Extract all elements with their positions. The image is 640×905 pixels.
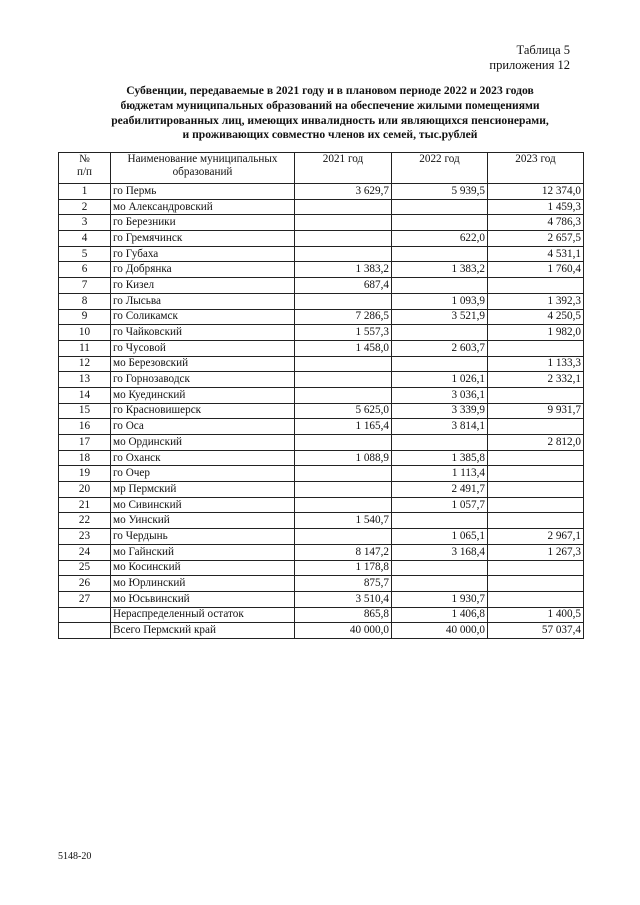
table-row xyxy=(59,215,584,231)
municipality-name: го Красновишерск xyxy=(111,403,295,419)
municipality-name: го Кизел xyxy=(111,278,295,294)
table-row xyxy=(59,560,584,576)
value-2021: 1 165,4 xyxy=(295,419,392,435)
row-number: 13 xyxy=(59,372,111,388)
value-2022: 1 930,7 xyxy=(392,591,488,607)
table-row xyxy=(59,544,584,560)
value-2022 xyxy=(392,560,488,576)
row-number: 2 xyxy=(59,199,111,215)
value-2023 xyxy=(488,497,584,513)
value-2022: 1 093,9 xyxy=(392,293,488,309)
row-number: 22 xyxy=(59,513,111,529)
municipality-name: го Оханск xyxy=(111,450,295,466)
value-2021: 3 510,4 xyxy=(295,591,392,607)
table-row xyxy=(59,513,584,529)
municipality-name: го Чердынь xyxy=(111,529,295,545)
table-header-row xyxy=(59,153,584,184)
title-line-1: Субвенции, передаваемые в 2021 году и в плановом периоде 2022 и 2023 годов xyxy=(126,84,534,97)
header-name: Наименование муниципальных образований xyxy=(111,153,295,184)
row-number: 12 xyxy=(59,356,111,372)
row-number: 3 xyxy=(59,215,111,231)
municipality-name: го Березники xyxy=(111,215,295,231)
municipality-name: мо Куединский xyxy=(111,387,295,403)
value-2023: 12 374,0 xyxy=(488,184,584,200)
value-2022: 1 057,7 xyxy=(392,497,488,513)
value-2023: 2 657,5 xyxy=(488,231,584,247)
row-number: 21 xyxy=(59,497,111,513)
value-2021: 1 383,2 xyxy=(295,262,392,278)
value-2023: 1 459,3 xyxy=(488,199,584,215)
row-number xyxy=(59,607,111,623)
value-2023: 2 812,0 xyxy=(488,435,584,451)
value-2023: 1 982,0 xyxy=(488,325,584,341)
row-number xyxy=(59,623,111,639)
value-2021 xyxy=(295,293,392,309)
document-code: 5148-20 xyxy=(58,851,92,862)
row-number: 5 xyxy=(59,246,111,262)
value-2021: 1 458,0 xyxy=(295,340,392,356)
row-number: 27 xyxy=(59,591,111,607)
value-2021: 5 625,0 xyxy=(295,403,392,419)
value-2021 xyxy=(295,482,392,498)
table-row xyxy=(59,231,584,247)
table-row xyxy=(59,356,584,372)
value-2022: 1 383,2 xyxy=(392,262,488,278)
row-number: 7 xyxy=(59,278,111,294)
table-row xyxy=(59,309,584,325)
municipality-name: го Оса xyxy=(111,419,295,435)
value-2023: 1 760,4 xyxy=(488,262,584,278)
table-body xyxy=(59,184,584,639)
value-2022: 3 521,9 xyxy=(392,309,488,325)
row-number: 24 xyxy=(59,544,111,560)
row-number: 16 xyxy=(59,419,111,435)
municipality-name: го Соликамск xyxy=(111,309,295,325)
value-2021: 1 557,3 xyxy=(295,325,392,341)
value-2023: 9 931,7 xyxy=(488,403,584,419)
value-2022: 1 385,8 xyxy=(392,450,488,466)
value-2023: 1 133,3 xyxy=(488,356,584,372)
municipality-name: Нераспределенный остаток xyxy=(111,607,295,623)
municipality-name: го Лысьва xyxy=(111,293,295,309)
value-2021: 687,4 xyxy=(295,278,392,294)
value-2023 xyxy=(488,387,584,403)
value-2022: 3 339,9 xyxy=(392,403,488,419)
table-row xyxy=(59,435,584,451)
table-row xyxy=(59,591,584,607)
value-2021 xyxy=(295,466,392,482)
value-2021 xyxy=(295,372,392,388)
municipality-name: мо Косинский xyxy=(111,560,295,576)
value-2022: 3 168,4 xyxy=(392,544,488,560)
value-2023 xyxy=(488,482,584,498)
value-2021 xyxy=(295,356,392,372)
value-2023: 2 967,1 xyxy=(488,529,584,545)
municipality-name: мо Гайнский xyxy=(111,544,295,560)
value-2022: 5 939,5 xyxy=(392,184,488,200)
table-row xyxy=(59,466,584,482)
municipality-name: мо Уинский xyxy=(111,513,295,529)
header-2023: 2023 год xyxy=(488,153,584,184)
value-2021 xyxy=(295,215,392,231)
table-row xyxy=(59,403,584,419)
value-2021 xyxy=(295,231,392,247)
table-row xyxy=(59,623,584,639)
row-number: 9 xyxy=(59,309,111,325)
table-row xyxy=(59,278,584,294)
municipality-name: мо Березовский xyxy=(111,356,295,372)
table-row xyxy=(59,372,584,388)
value-2021 xyxy=(295,246,392,262)
row-number: 6 xyxy=(59,262,111,278)
table-row xyxy=(59,450,584,466)
table-row xyxy=(59,325,584,341)
municipality-name: го Пермь xyxy=(111,184,295,200)
value-2022 xyxy=(392,215,488,231)
value-2023 xyxy=(488,576,584,592)
municipality-name: мо Ординский xyxy=(111,435,295,451)
value-2023: 4 250,5 xyxy=(488,309,584,325)
value-2022: 622,0 xyxy=(392,231,488,247)
value-2023: 4 531,1 xyxy=(488,246,584,262)
value-2023: 1 267,3 xyxy=(488,544,584,560)
value-2022: 3 036,1 xyxy=(392,387,488,403)
header-2021: 2021 год xyxy=(295,153,392,184)
value-2023 xyxy=(488,513,584,529)
value-2021 xyxy=(295,497,392,513)
value-2023 xyxy=(488,560,584,576)
table-row xyxy=(59,387,584,403)
value-2023: 1 400,5 xyxy=(488,607,584,623)
table-row xyxy=(59,262,584,278)
municipality-name: го Гремячинск xyxy=(111,231,295,247)
value-2021: 1 540,7 xyxy=(295,513,392,529)
value-2022: 1 406,8 xyxy=(392,607,488,623)
municipality-name: мо Александровский xyxy=(111,199,295,215)
value-2022: 1 026,1 xyxy=(392,372,488,388)
value-2022 xyxy=(392,356,488,372)
row-number: 8 xyxy=(59,293,111,309)
table-row xyxy=(59,576,584,592)
row-number: 25 xyxy=(59,560,111,576)
table-row xyxy=(59,482,584,498)
subventions-table xyxy=(58,152,584,639)
value-2021: 1 088,9 xyxy=(295,450,392,466)
municipality-name: Всего Пермский край xyxy=(111,623,295,639)
value-2023: 1 392,3 xyxy=(488,293,584,309)
row-number: 17 xyxy=(59,435,111,451)
value-2022 xyxy=(392,325,488,341)
row-number: 15 xyxy=(59,403,111,419)
title-line-2: бюджетам муниципальных образований на обеспечение жилыми помещениями xyxy=(120,98,540,112)
value-2021: 7 286,5 xyxy=(295,309,392,325)
value-2022 xyxy=(392,246,488,262)
value-2021: 865,8 xyxy=(295,607,392,623)
value-2023 xyxy=(488,419,584,435)
row-number: 1 xyxy=(59,184,111,200)
value-2022 xyxy=(392,199,488,215)
municipality-name: го Очер xyxy=(111,466,295,482)
value-2023: 4 786,3 xyxy=(488,215,584,231)
table-row xyxy=(59,529,584,545)
value-2023: 2 332,1 xyxy=(488,372,584,388)
value-2022 xyxy=(392,278,488,294)
table-row xyxy=(59,497,584,513)
value-2023: 57 037,4 xyxy=(488,623,584,639)
document-title xyxy=(80,84,580,143)
row-number: 19 xyxy=(59,466,111,482)
value-2022: 1 113,4 xyxy=(392,466,488,482)
ref-line-2: приложения 12 xyxy=(489,58,570,72)
municipality-name: го Чусовой xyxy=(111,340,295,356)
row-number: 4 xyxy=(59,231,111,247)
value-2021 xyxy=(295,435,392,451)
header-num: № п/п xyxy=(59,153,111,184)
table-row xyxy=(59,340,584,356)
title-line-3: реабилитированных лиц, имеющих инвалидность или являющихся пенсионерами, xyxy=(111,113,549,127)
value-2022: 2 603,7 xyxy=(392,340,488,356)
value-2023 xyxy=(488,278,584,294)
value-2022: 1 065,1 xyxy=(392,529,488,545)
row-number: 26 xyxy=(59,576,111,592)
value-2023 xyxy=(488,450,584,466)
value-2022 xyxy=(392,576,488,592)
value-2023 xyxy=(488,466,584,482)
value-2021: 1 178,8 xyxy=(295,560,392,576)
value-2021: 3 629,7 xyxy=(295,184,392,200)
value-2021: 8 147,2 xyxy=(295,544,392,560)
value-2022: 2 491,7 xyxy=(392,482,488,498)
municipality-name: го Чайковский xyxy=(111,325,295,341)
table-row xyxy=(59,199,584,215)
table-row xyxy=(59,607,584,623)
municipality-name: го Добрянка xyxy=(111,262,295,278)
municipality-name: мр Пермский xyxy=(111,482,295,498)
row-number: 14 xyxy=(59,387,111,403)
table-row xyxy=(59,419,584,435)
value-2023 xyxy=(488,340,584,356)
table-row xyxy=(59,184,584,200)
value-2022: 3 814,1 xyxy=(392,419,488,435)
row-number: 11 xyxy=(59,340,111,356)
table-row xyxy=(59,293,584,309)
municipality-name: го Губаха xyxy=(111,246,295,262)
value-2022: 40 000,0 xyxy=(392,623,488,639)
value-2022 xyxy=(392,513,488,529)
table-reference xyxy=(489,43,570,73)
value-2021 xyxy=(295,387,392,403)
table-row xyxy=(59,246,584,262)
header-2022: 2022 год xyxy=(392,153,488,184)
row-number: 10 xyxy=(59,325,111,341)
row-number: 20 xyxy=(59,482,111,498)
row-number: 23 xyxy=(59,529,111,545)
municipality-name: мо Юрлинский xyxy=(111,576,295,592)
value-2021 xyxy=(295,199,392,215)
value-2021: 875,7 xyxy=(295,576,392,592)
value-2021 xyxy=(295,529,392,545)
municipality-name: мо Сивинский xyxy=(111,497,295,513)
row-number: 18 xyxy=(59,450,111,466)
value-2022 xyxy=(392,435,488,451)
value-2023 xyxy=(488,591,584,607)
title-line-4: и проживающих совместно членов их семей, тыс.рублей xyxy=(182,128,478,142)
municipality-name: го Горнозаводск xyxy=(111,372,295,388)
ref-line-1: Таблица 5 xyxy=(516,43,570,57)
value-2021: 40 000,0 xyxy=(295,623,392,639)
municipality-name: мо Юсьвинский xyxy=(111,591,295,607)
